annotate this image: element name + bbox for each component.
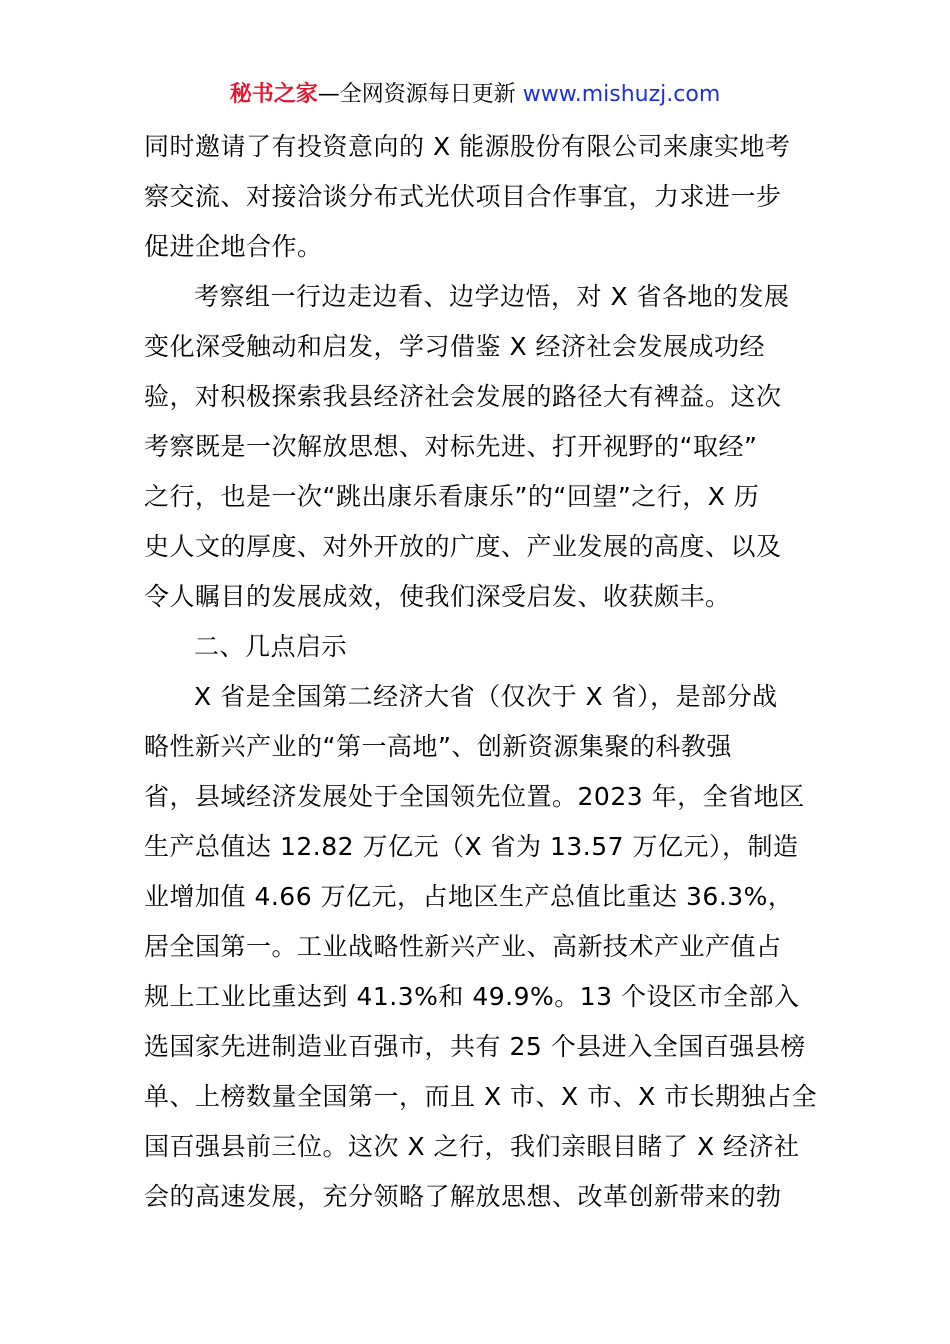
text-line: 考察组一行边走边看、边学边悟，对 X 省各地的发展 <box>194 282 790 311</box>
text-line: 同时邀请了有投资意向的 X 能源股份有限公司来康实地考 <box>144 132 791 161</box>
text-line: 之行，也是一次“跳出康乐看康乐”的“回望”之行，X 历 <box>144 482 760 511</box>
text-line: 规上工业比重达到 41.3%和 49.9%。13 个设区市全部入 <box>144 982 800 1011</box>
text-line: 促进企地合作。 <box>144 232 323 261</box>
site-brand: 秘书之家 <box>229 82 318 107</box>
text-line: 会的高速发展，充分领略了解放思想、改革创新带来的勃 <box>144 1182 782 1211</box>
text-line: 单、上榜数量全国第一，而且 X 市、X 市、X 市长期独占全 <box>144 1082 818 1111</box>
text-line: 居全国第一。工业战略性新兴产业、高新技术产业产值占 <box>144 932 782 961</box>
text-line: 二、几点启示 <box>194 632 348 661</box>
text-line: 业增加值 4.66 万亿元，占地区生产总值比重达 36.3%， <box>144 882 794 911</box>
text-line: X 省是全国第二经济大省（仅次于 X 省），是部分战 <box>194 682 778 711</box>
text-line: 生产总值达 12.82 万亿元（X 省为 13.57 万亿元），制造 <box>144 832 799 861</box>
text-line: 史人文的厚度、对外开放的广度、产业发展的高度、以及 <box>144 532 782 561</box>
site-url-link[interactable]: www.mishuzj.com <box>522 82 721 107</box>
text-line: 选国家先进制造业百强市，共有 25 个县进入全国百强县榜 <box>144 1032 806 1061</box>
text-line: 令人瞩目的发展成效，使我们深受启发、收获颇丰。 <box>144 582 731 611</box>
text-line: 省，县域经济发展处于全国领先位置。2023 年，全省地区 <box>144 782 805 811</box>
text-line: 察交流、对接洽谈分布式光伏项目合作事宜，力求进一步 <box>144 182 782 211</box>
page-header <box>0 80 950 110</box>
text-line: 略性新兴产业的“第一高地”、创新资源集聚的科教强 <box>144 732 732 761</box>
text-line: 变化深受触动和启发，学习借鉴 X 经济社会发展成功经 <box>144 332 766 361</box>
document-body <box>144 122 818 1222</box>
site-tagline: —全网资源每日更新 <box>317 82 516 107</box>
text-line: 考察既是一次解放思想、对标先进、打开视野的“取经” <box>144 432 758 461</box>
text-line: 验，对积极探索我县经济社会发展的路径大有裨益。这次 <box>144 382 782 411</box>
text-line: 国百强县前三位。这次 X 之行，我们亲眼目睹了 X 经济社 <box>144 1132 800 1161</box>
